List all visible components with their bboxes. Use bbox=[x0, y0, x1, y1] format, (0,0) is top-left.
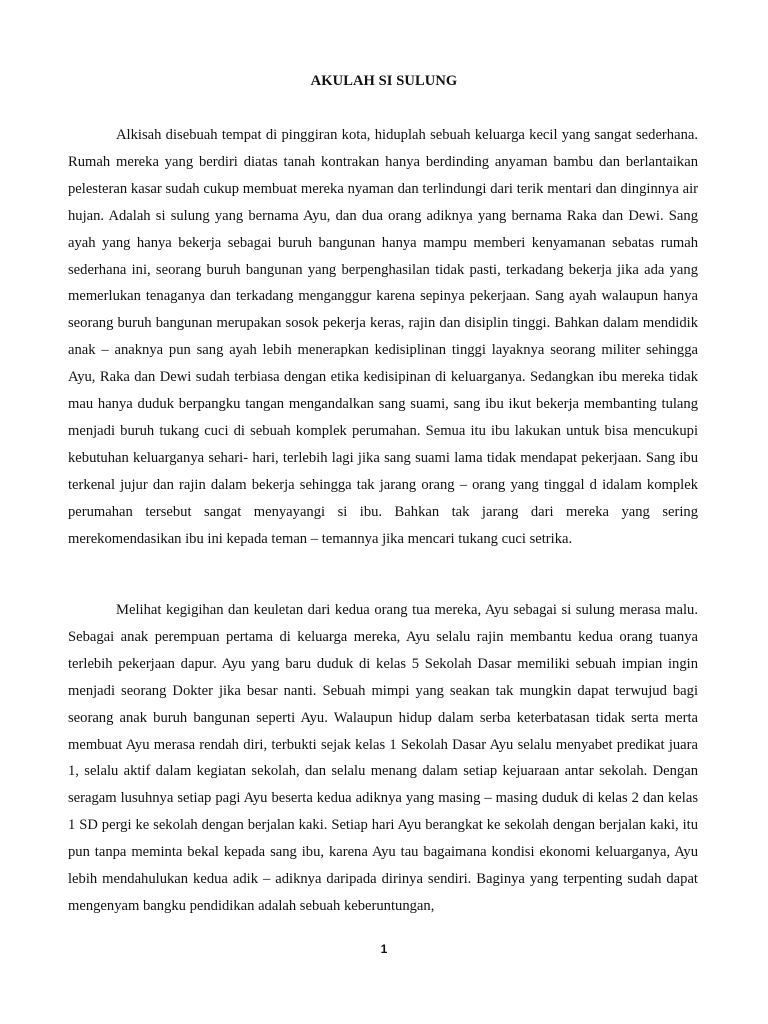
page-number: 1 bbox=[380, 942, 388, 956]
paragraph-1: Alkisah disebuah tempat di pinggiran kota, hiduplah sebuah keluarga kecil yang sangat sederhana. Rumah mereka yang berdiri diatas tanah kontrakan hanya berdinding anyaman bambu dan berlantaikan pelesteran kasar sudah cukup membuat mereka nyaman dan terlindungi dari terik mentari dan dinginnya air hujan. Adalah si sulung yang bernama Ayu, dan dua orang adiknya yang bernama Raka dan Dewi. Sang ayah yang hanya bekerja sebagai buruh bangunan hanya mampu memberi kenyamanan sebatas rumah sederhana ini, seorang buruh bangunan yang berpenghasilan tidak pasti, terkadang bekerja jika ada yang memerlukan tenaganya dan terkadang menganggur karena sepinya pekerjaan. Sang ayah walaupun hanya seorang buruh bangunan merupakan sosok pekerja keras, rajin dan disiplin tinggi. Bahkan dalam mendidik anak – anaknya pun sang ayah lebih menerapkan kedisiplinan tinggi layaknya seorang militer sehingga Ayu, Raka dan Dewi sudah terbiasa dengan etika kedisipinan di keluarganya. Sedangkan ibu mereka tidak mau hanya duduk berpangku tangan mengandalkan sang suami, sang ibu ikut bekerja membanting tulang menjadi buruh tukang cuci di sebuah komplek perumahan. Semua itu ibu lakukan untuk bisa mencukupi kebutuhan keluarganya sehari- hari, terlebih lagi jika sang suami lama tidak mendapat pekerjaan. Sang ibu terkenal jujur dan rajin dalam bekerja sehingga tak jarang orang – orang yang tinggal d idalam komplek perumahan tersebut sangat menyayangi si ibu. Bahkan tak jarang dari mereka yang sering merekomendasikan ibu ini kepada teman – temannya jika mencari tukang cuci setrika. bbox=[68, 127, 698, 547]
page-title: AKULAH SI SULUNG bbox=[310, 73, 458, 89]
paragraph-2: Melihat kegigihan dan keuletan dari kedua orang tua mereka, Ayu sebagai si sulung merasa malu. Sebagai anak perempuan pertama di keluarga mereka, Ayu selalu rajin membantu kedua orang tuanya terlebih pekerjaan dapur. Ayu yang baru duduk di kelas 5 Sekolah Dasar memiliki sebuah impian ingin menjadi seorang Dokter jika besar nanti. Sebuah mimpi yang seakan tak mungkin dapat terwujud bagi seorang anak buruh bangunan seperti Ayu. Walaupun hidup dalam serba keterbatasan tidak serta merta membuat Ayu merasa rendah diri, terbukti sejak kelas 1 Sekolah Dasar Ayu selalu menyabet predikat juara 1, selalu aktif dalam kegiatan sekolah, dan selalu menang dalam setiap kejuaraan antar sekolah. Dengan seragam lusuhnya setiap pagi Ayu beserta kedua adiknya yang masing – masing duduk di kelas 2 dan kelas 1 SD pergi ke sekolah dengan berjalan kaki. Setiap hari Ayu berangkat ke sekolah dengan berjalan kaki, itu pun tanpa meminta bekal kepada sang ibu, karena Ayu tau bagaimana kondisi ekonomi keluarganya, Ayu lebih mendahulukan kedua adik – adiknya daripada dirinya sendiri. Baginya yang terpenting sudah dapat mengenyam bangku pendidikan adalah sebuah keberuntungan, bbox=[68, 602, 698, 914]
